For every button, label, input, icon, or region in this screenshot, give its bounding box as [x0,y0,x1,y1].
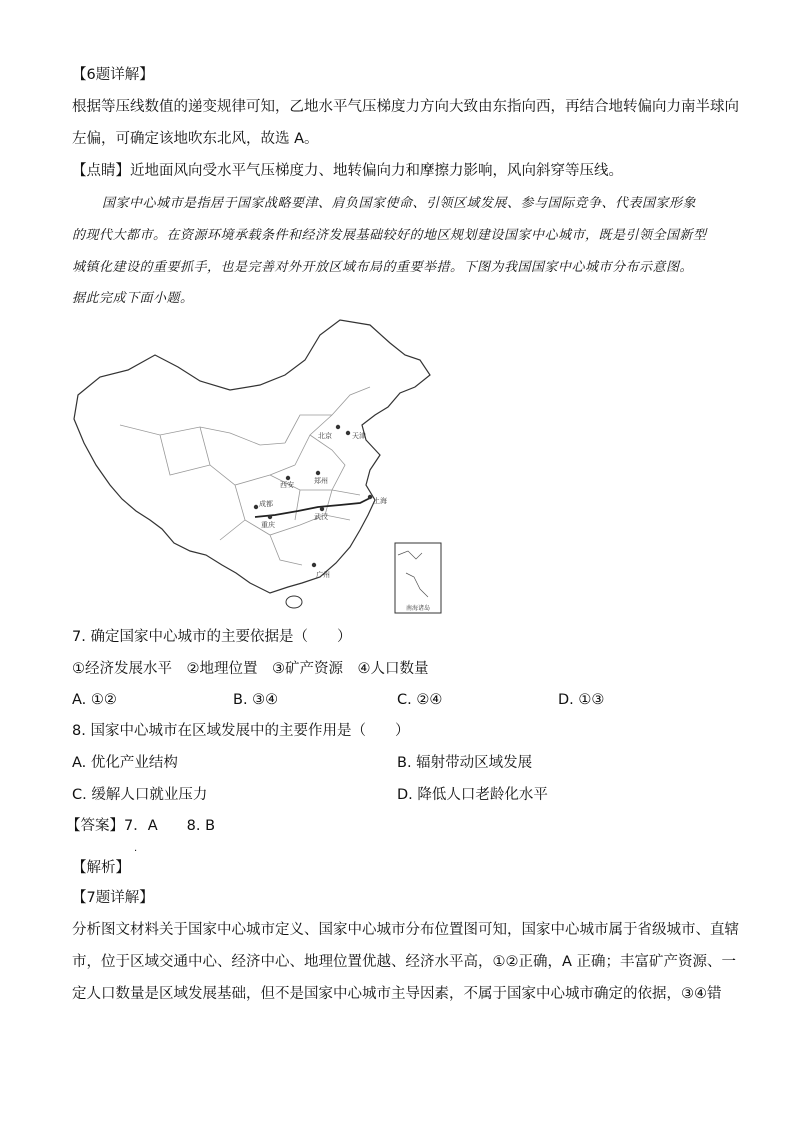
q7-stem: 7. 确定国家中心城市的主要依据是（ ） [72,629,352,645]
city-marker-chengdu [254,505,258,509]
city-marker-chongqing [268,515,272,519]
q8-option-d: D. 降低人口老龄化水平 [397,787,548,803]
city-label-xian: 西安 [280,481,294,489]
q8-option-a: A. 优化产业结构 [72,755,178,771]
china-central-cities-map [70,315,445,615]
city-label-chongqing: 重庆 [261,521,275,529]
hainan-island [286,596,302,608]
city-label-wuhan: 武汉 [314,513,328,521]
passage-line1: 国家中心城市是指居于国家战略要津、肩负国家使命、引领区域发展、参与国际竞争、代表国家形象 [102,196,697,211]
q7-option-c: C. ②④ [397,692,443,708]
city-marker-xian [286,476,290,480]
city-marker-shanghai [368,495,372,499]
city-marker-wuhan [320,507,324,511]
q7-items: ①经济发展水平 ②地理位置 ③矿产资源 ④人口数量 [72,661,429,677]
q6-heading: 【6题详解】 [72,67,154,83]
city-label-tianjin: 天津 [352,432,366,440]
passage-line2: 的现代大都市。在资源环境承载条件和经济发展基础较好的地区规划建设国家中心城市，既是引领全国新型 [72,228,707,243]
q6-explanation-line1: 根据等压线数值的递变规律可知，乙地水平气压梯度力方向大致由东指向西，再结合地转偏向力南半球向 [72,99,739,115]
answer-key: 【答案】7．A 8. B [66,818,216,834]
city-marker-tianjin [346,431,350,435]
passage-line3: 城镇化建设的重要抓手，也是完善对外开放区域布局的重要举措。下图为我国国家中心城市分布示意图。 [72,260,694,275]
city-label-guangzhou: 广州 [316,571,330,579]
analysis-heading: 【解析】 [72,860,130,876]
city-marker-zhengzhou [316,471,320,475]
city-label-zhengzhou: 郑州 [314,477,328,485]
q7-option-b: B. ③④ [233,692,279,708]
q7-option-a: A. ①② [72,692,117,708]
q7-detail-heading: 【7题详解】 [72,890,154,906]
city-label-beijing: 北京 [318,432,332,440]
city-label-shanghai: 上海 [373,497,387,505]
city-label-chengdu: 成都 [259,500,273,508]
q7-detail-line3: 定人口数量是区域发展基础，但不是国家中心城市主导因素，不属于国家中心城市确定的依据，③④错 [72,986,722,1002]
city-marker-beijing [336,425,340,429]
q7-detail-line1: 分析图文材料关于国家中心城市定义、国家中心城市分布位置图可知，国家中心城市属于省级城市、直辖 [72,922,739,938]
q6-explanation-line2: 左偏，可确定该地吹东北风，故选 A。 [72,131,319,147]
q7-option-d: D. ①③ [558,692,605,708]
china-outline [74,320,430,593]
q8-option-b: B. 辐射带动区域发展 [397,755,533,771]
q8-stem: 8. 国家中心城市在区域发展中的主要作用是（ ） [72,723,410,739]
passage-line4: 据此完成下面小题。 [72,291,194,306]
q7-detail-line2: 市，位于区域交通中心、经济中心、地理位置优越、经济水平高，①②正确，A 正确；丰富矿产资源、一 [72,954,737,970]
stray-dot: · [134,846,138,857]
q6-key-point: 【点睛】近地面风向受水平气压梯度力、地转偏向力和摩擦力影响，风向斜穿等压线。 [72,163,623,179]
q8-option-c: C. 缓解人口就业压力 [72,787,208,803]
inset-label: 南海诸岛 [406,605,431,612]
city-marker-guangzhou [312,563,316,567]
